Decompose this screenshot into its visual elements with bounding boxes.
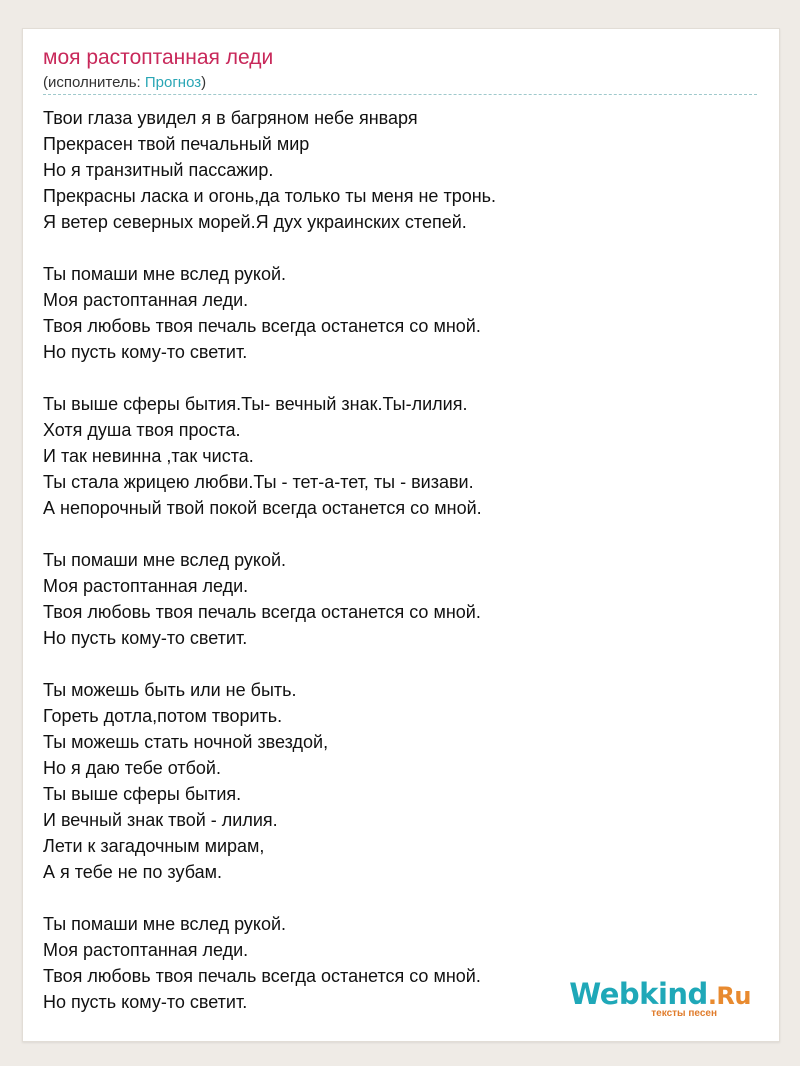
stanza: [43, 105, 496, 235]
lyric-line: Моя растоптанная леди.: [43, 940, 249, 960]
lyric-line: Твоя любовь твоя печаль всегда останется со мной.: [43, 316, 481, 336]
logo-brand-text: Webkind: [569, 977, 708, 1011]
stanza: [43, 261, 496, 365]
lyric-line: Ты помаши мне вслед рукой.: [43, 550, 287, 570]
stanza: [43, 911, 496, 1015]
lyric-line: Ты помаши мне вслед рукой.: [43, 914, 287, 934]
lyric-line: Но я транзитный пассажир.: [43, 160, 274, 180]
lyric-line: Твои глаза увидел я в багряном небе января: [43, 108, 418, 128]
lyric-line: Гореть дотла,потом творить.: [43, 706, 283, 726]
logo-tagline: тексты песен: [651, 1008, 717, 1019]
lyrics-body: [43, 105, 496, 1041]
lyric-line: Но я даю тебе отбой.: [43, 758, 221, 778]
stanza: [43, 547, 496, 651]
artist-link[interactable]: Прогноз: [144, 74, 202, 91]
lyric-line: Твоя любовь твоя печаль всегда останется со мной.: [43, 966, 481, 986]
lyric-line: Но пусть кому-то светит.: [43, 992, 248, 1012]
lyric-line: Прекрасны ласка и огонь,да только ты меня не тронь.: [43, 186, 497, 206]
song-title: моя растоптанная леди: [43, 46, 274, 69]
lyric-line: Лети к загадочным мирам,: [43, 836, 265, 856]
lyric-line: А я тебе не по зубам.: [43, 862, 222, 882]
lyric-line: Моя растоптанная леди.: [43, 290, 249, 310]
artist-line: [43, 73, 206, 93]
lyric-line: Ты можешь быть или не быть.: [43, 680, 297, 700]
lyric-line: Хотя душа твоя проста.: [43, 420, 241, 440]
lyric-line: Я ветер северных морей.Я дух украинских степей.: [43, 212, 467, 232]
lyric-line: Моя растоптанная леди.: [43, 576, 249, 596]
lyric-line: А непорочный твой покой всегда останется со мной.: [43, 498, 482, 518]
lyric-line: Но пусть кому-то светит.: [43, 628, 248, 648]
lyric-line: Твоя любовь твоя печаль всегда останется со мной.: [43, 602, 481, 622]
artist-suffix: ): [201, 74, 207, 91]
title-divider: [43, 94, 757, 95]
lyric-line: И так невинна ,так чиста.: [43, 446, 254, 466]
lyric-line: Ты стала жрицею любви.Ты - тет-а-тет, ты - визави.: [43, 472, 474, 492]
logo-tld-text: .Ru: [707, 982, 751, 1010]
lyric-line: Но пусть кому-то светит.: [43, 342, 248, 362]
lyric-line: Ты можешь стать ночной звездой,: [43, 732, 329, 752]
lyric-line: Ты выше сферы бытия.Ты- вечный знак.Ты-лилия.: [43, 394, 468, 414]
lyric-line: И вечный знак твой - лилия.: [43, 810, 278, 830]
lyric-line: Прекрасен твой печальный мир: [43, 134, 310, 154]
watermark-logo: [551, 977, 751, 1021]
lyric-line: Ты выше сферы бытия.: [43, 784, 242, 804]
lyric-line: Ты помаши мне вслед рукой.: [43, 264, 287, 284]
lyrics-sheet: [22, 28, 780, 1042]
stanza: [43, 391, 496, 521]
artist-prefix: (исполнитель:: [43, 74, 145, 91]
stanza: [43, 677, 496, 885]
